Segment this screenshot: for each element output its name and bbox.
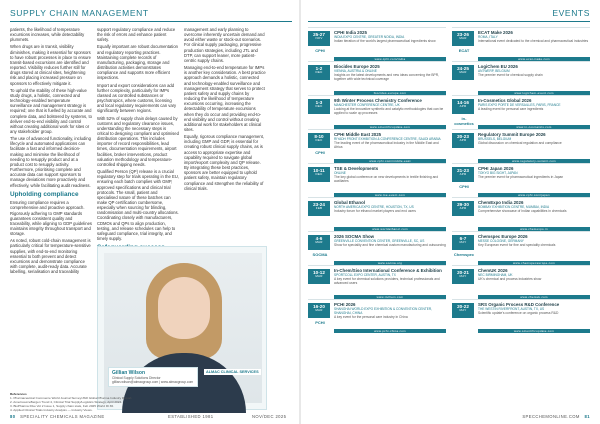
event-day: 4-6 bbox=[315, 236, 323, 241]
event-body bbox=[334, 302, 446, 319]
event-month: APR bbox=[459, 206, 467, 211]
event-month: APR bbox=[459, 104, 467, 109]
body-paragraph: With 52% of supply chain delays caused by customs and regulatory clearance issues, understanding the necessary steps is critical to designing compliant and optimised distribution operations. This includes importer of record responsibilities, lead times, documentation requirements, airport facilities, broker interventions, product valuation methodology and temperature-controlled shipping needs. bbox=[97, 115, 179, 167]
event-location: BRUSSELS, BELGIUM bbox=[478, 137, 512, 141]
event-day: 21-23 bbox=[457, 168, 469, 173]
event-body bbox=[334, 234, 446, 247]
event-date-badge bbox=[452, 167, 474, 182]
event-url[interactable]: www.cphi.com/middle-east bbox=[334, 159, 446, 163]
event-logo: CPHI bbox=[459, 184, 469, 189]
body-paragraph: To uphold the stability of these high-value study drugs, a holistic, connected and technology-enabled temperature surveillance and management strategy is required; one that is fuelled by accurate and complete data, and bolstered by systems, to deliver end-to-end visibility and control without creating additional work for sites or any stakeholder group. bbox=[10, 87, 92, 134]
reference-item: 4. Applied Clinical Trials Industry Analysis — Industry Views. bbox=[10, 408, 93, 412]
event-body bbox=[334, 132, 446, 149]
event-date-badge bbox=[308, 235, 330, 250]
event-description: The premier event for chemical supply chain bbox=[478, 73, 543, 77]
event-day: 23-24 bbox=[313, 202, 325, 207]
event-logo: in-cosmetics bbox=[454, 116, 474, 126]
event-month: MAR bbox=[459, 70, 467, 75]
event-body bbox=[478, 302, 590, 315]
event-name[interactable]: CPHI India 2025 bbox=[334, 30, 367, 35]
event-url[interactable]: www.pchi-china.com bbox=[334, 329, 446, 333]
event-name[interactable]: LogiChem EU 2026 bbox=[478, 64, 518, 69]
event-month: MAR bbox=[459, 36, 467, 41]
event-description: Insights on the latest developments and new ideas concerning the BPR, together with wide technical coverage bbox=[334, 73, 440, 81]
event-month: MAY bbox=[459, 308, 467, 313]
event-body bbox=[478, 30, 590, 43]
author-role: Clinical Supply Solutions Director bbox=[112, 376, 161, 380]
event-date-badge bbox=[308, 269, 330, 284]
header-rule bbox=[308, 21, 590, 22]
event-day: 24-25 bbox=[457, 66, 469, 71]
reference-item: 2. AmerisourceBergen Trend 4, Clinical Trial Supply/Logistics Strategy, April 2024. bbox=[10, 400, 123, 404]
event-location: NORTH AMERICA EXPO CENTRE, HOUSTON, TX, US bbox=[334, 205, 414, 209]
reference-item: 3. BioPharma Dive Vol 2 Issue 1, Supply chain stats, Feb 2025 World ID 36. bbox=[10, 404, 114, 408]
event-logo: Chemspec bbox=[453, 252, 475, 257]
subheading: Upholding compliance bbox=[10, 190, 79, 198]
event-body bbox=[478, 200, 590, 213]
event-day: 14-16 bbox=[457, 100, 469, 105]
event-month: APR bbox=[459, 172, 467, 177]
body-paragraph: As noted, robust cold-chain management is particularly critical for temperature-sensitive supplies, with end-to-end monitoring essential to both prevent and detect excursions and demonstrate compliance with complete, audit-ready data. Accurate labelling, serialisation and traceability bbox=[10, 238, 91, 275]
event-body bbox=[478, 98, 590, 111]
event-location: NEC BIRMINGHAM, UK bbox=[478, 273, 513, 277]
event-url[interactable]: www.socma.org bbox=[334, 261, 446, 265]
body-paragraph: Equally, rigorous compliance management, including GMP and GDP, is essential for creating robust clinical supply chains, as is access to appropriate expertise and capability required to navigate global import/export complexity and QP release. By integrating these best practices, sponsors are better equipped to uphold patient safety, maintain regulatory compliance and strengthen the reliability of clinical trials. bbox=[184, 134, 264, 191]
event-url[interactable]: biocides-europe.com bbox=[334, 91, 446, 95]
event-month: DEC bbox=[315, 138, 323, 143]
event-url[interactable]: www.ecat-make.com bbox=[478, 57, 590, 61]
event-location: THE WESTIN RIVERFRONT, AUSTIN, TX, US bbox=[478, 307, 545, 311]
event-month: APR bbox=[459, 138, 467, 143]
body-paragraph: Managing end-to-end temperature for IMPs is another key consideration. A best practice approach demands a holistic, connected and technology-enabled surveillance and management strategy that serves to protect patient safety and supply chains by reducing the likelihood of temperature excursions occurring, increasing the detectability of temperature excursions when they do occur and providing end-to-end visibility and control without creating additional work for stakeholders at clinical sites. bbox=[184, 65, 266, 132]
article-column-3 bbox=[184, 27, 266, 267]
event-item[interactable] bbox=[308, 231, 446, 265]
event-description: Scientific update's conference on organic process R&D bbox=[478, 311, 559, 315]
event-description: Comprehensive showcase of Indian capabilities in chemicals bbox=[478, 209, 567, 213]
event-item[interactable] bbox=[308, 265, 446, 299]
event-url[interactable]: www.regulatory-summit.com bbox=[478, 159, 590, 163]
section-title-events: EVENTS bbox=[552, 8, 590, 18]
event-location: MANCHESTER CONFERENCE CENTRE, UK bbox=[334, 103, 400, 107]
event-url[interactable]: www.cphi.com/india bbox=[334, 57, 446, 61]
event-body bbox=[334, 64, 446, 81]
event-month: DEC bbox=[315, 104, 323, 109]
event-location: RIYADH FRONT EXHIBITION & CONFERENCE CENTRE, SAUDI ARABIA bbox=[334, 137, 441, 141]
event-name[interactable]: ChemExpo India 2026 bbox=[478, 200, 524, 205]
right-page bbox=[300, 0, 600, 424]
event-description: International event dedicated to the chemical and pharmaceutical industries bbox=[478, 39, 589, 43]
event-url[interactable]: www.worldethanol.com bbox=[334, 227, 446, 231]
event-description: A key event for the personal care industry in China bbox=[334, 315, 408, 319]
event-location: PARIS EXPO PORTE DE VERSAILLES, PARIS, FRANCE bbox=[478, 103, 561, 107]
event-day: 6-7 bbox=[459, 236, 467, 241]
event-day: 10-11 bbox=[313, 168, 325, 173]
footer-website[interactable]: SPECCHEMONLINE.COM bbox=[522, 414, 580, 419]
event-day: 20-21 bbox=[457, 270, 469, 275]
references bbox=[10, 392, 210, 412]
event-date-badge bbox=[308, 99, 330, 114]
event-body bbox=[334, 166, 446, 183]
footer-issue: NOV/DEC 2025 bbox=[252, 414, 287, 419]
event-month: MAR bbox=[315, 240, 323, 245]
event-body bbox=[478, 234, 590, 247]
event-description: The leading event of the pharmaceutical industry in the Middle East and Africa bbox=[334, 141, 439, 149]
event-description: A key event for chemical solutions providers, technical professionals and advanced users bbox=[334, 277, 440, 285]
event-item[interactable] bbox=[452, 129, 590, 163]
event-logo: CPHI bbox=[315, 150, 325, 155]
article-column-1 bbox=[10, 27, 92, 387]
event-item[interactable] bbox=[308, 197, 446, 231]
event-logo: CPHI bbox=[315, 48, 325, 53]
event-description: The premier event for pharmaceutical ingredients in Japan bbox=[478, 175, 564, 179]
event-date-badge bbox=[452, 99, 474, 114]
event-item[interactable] bbox=[308, 299, 446, 333]
event-item[interactable] bbox=[452, 299, 590, 333]
event-item[interactable] bbox=[452, 197, 590, 231]
event-location: ONLINE bbox=[334, 171, 346, 175]
event-body bbox=[334, 268, 446, 285]
event-description: Global discussion on chemical regulation and compliance bbox=[478, 141, 562, 145]
event-location: VIENNA, AUSTRIA & ONLINE bbox=[334, 69, 377, 73]
event-location: BOMBAY EXHIBITION CENTRE, MUMBAI, INDIA bbox=[478, 205, 550, 209]
event-name[interactable]: CPHI Middle East 2025 bbox=[334, 132, 382, 137]
event-name[interactable]: 9th Winter Process Chemistry Conference bbox=[334, 98, 422, 103]
event-location: INDIA EXPO CENTRE, GREATER NOIDA, INDIA bbox=[334, 35, 405, 39]
body-paragraph: When drugs are in transit, visibility diminishes, making it essential for sponsors to have robust processes in place to ensure transit-based excursions are identified and reported. Visibility reduces further still for drugs stored at clinical sites, heightening risk and placing increased pressure on sponsors to effectively mitigate it. bbox=[10, 44, 92, 86]
event-logo: PCHI bbox=[315, 320, 325, 325]
events-column-1 bbox=[308, 27, 446, 333]
event-description: Looking at the innovative synthetic and catalytic methodologies that can be applied to scale up processes bbox=[334, 107, 444, 115]
references-title: References bbox=[10, 392, 27, 396]
event-url[interactable]: www.chemspeceurope.com bbox=[478, 261, 590, 265]
event-item[interactable] bbox=[452, 27, 590, 61]
author-contact[interactable]: gillian.wilson@almacgroup.com | www.almacgroup.com bbox=[112, 380, 194, 384]
event-day: 1-3 bbox=[315, 100, 323, 105]
footer-left bbox=[10, 414, 105, 419]
event-day: 20-22 bbox=[457, 304, 469, 309]
event-location: GREENVILLE CONVENTION CENTER, GREENVILLE, SC, US bbox=[334, 239, 425, 243]
event-body bbox=[478, 166, 590, 179]
event-item[interactable] bbox=[452, 163, 590, 197]
event-item[interactable] bbox=[308, 61, 446, 95]
event-month: NOV bbox=[315, 36, 323, 41]
event-name[interactable]: PCHI 2026 bbox=[334, 302, 356, 307]
event-url[interactable]: www.scientificupdate.com bbox=[478, 329, 590, 333]
event-month: MAR bbox=[315, 274, 323, 279]
event-name[interactable]: Biocides Europe 2025 bbox=[334, 64, 380, 69]
event-name[interactable]: Global Ethanol bbox=[334, 200, 365, 205]
event-date-badge bbox=[308, 201, 330, 216]
event-body bbox=[334, 200, 446, 213]
event-url[interactable]: www.tse-event.com bbox=[334, 193, 446, 197]
event-date-badge bbox=[308, 31, 330, 46]
body-paragraph: The use of advanced functionality, including lifecycle and automated applications can facilitate a fast and informed decision-making and minimise the likelihood of needing to resupply product and at a product cost to resupply activity. Furthermore, prioritising complete and accurate data can support sponsors to manage deviations more proactively and effectively, while facilitating audit readiness. bbox=[10, 136, 91, 188]
event-day: 10-12 bbox=[313, 270, 325, 275]
event-body bbox=[478, 268, 590, 281]
author-name: Gillian Wilson bbox=[112, 370, 146, 376]
event-name[interactable]: CPHI Japan 2026 bbox=[478, 166, 514, 171]
event-location: SPORTCOLL EXPO CENTER, AUSTIN, TX bbox=[334, 273, 396, 277]
events-column-2 bbox=[452, 27, 590, 333]
event-day: 29-30 bbox=[457, 202, 469, 207]
event-item[interactable] bbox=[452, 61, 590, 95]
header-rule bbox=[10, 21, 292, 22]
event-day: 20-23 bbox=[457, 134, 469, 139]
event-day: 1-2 bbox=[315, 66, 323, 71]
event-day: 25-27 bbox=[313, 32, 325, 37]
event-description: UK's chemical and process industries show bbox=[478, 277, 542, 281]
event-logo: ECAT bbox=[458, 48, 470, 53]
event-month: DEC bbox=[315, 172, 323, 177]
event-description: A leading event for personal care ingredients bbox=[478, 107, 544, 111]
event-body bbox=[478, 132, 590, 145]
event-date-badge bbox=[452, 201, 474, 216]
event-date-badge bbox=[308, 65, 330, 80]
event-name[interactable]: In-Chem/Siso International Conference & Exhibition bbox=[334, 268, 442, 273]
event-name[interactable]: In-Cosmetics Global 2026 bbox=[478, 98, 532, 103]
event-url[interactable]: www.in-cosmetics.com bbox=[478, 125, 590, 129]
author-box bbox=[97, 246, 267, 410]
reference-item: 1. Pharmaceutical Commerce World Journal Survey/JSR Global Pharma Industry Report. bbox=[10, 396, 133, 400]
event-item[interactable] bbox=[308, 163, 446, 197]
body-paragraph: Qualified Person (QP) release is a crucial regulatory step for trials operating in the EU, ensuring each batch complies with GMP, approved specifications and clinical trial protocols. The small, patient and specialised nature of these batches can make QP certification cumbersome, especially when sourcing for blinding, randomisation and multi-country allocations. Coordinating closely with manufacturers, CDMOs and QPs to align production, testing, and release schedules can help to safeguard compliance, trial integrity, and timely supply. bbox=[97, 169, 179, 242]
event-date-badge bbox=[452, 235, 474, 250]
event-item[interactable] bbox=[308, 129, 446, 163]
event-description: Show for speciality and fine chemical custom manufacturing and outsourcing bbox=[334, 243, 446, 247]
event-day: 16-20 bbox=[313, 304, 325, 309]
event-month: DEC bbox=[315, 70, 323, 75]
event-name[interactable]: Regulatory Summit Europe 2026 bbox=[478, 132, 546, 137]
body-paragraph: Import and export considerations can add further complexity, particularly for IMPs classed as controlled substances or psychotropics, where customs, licensing and local regulatory requirements can vary significantly between regions. bbox=[97, 82, 177, 114]
event-date-badge bbox=[452, 269, 474, 284]
event-day: 23-26 bbox=[457, 32, 469, 37]
event-location: SHANGHAI WORLD EXPO EXHIBITION & CONVENTION CENTER, SHANGHAI, CHINA bbox=[334, 307, 433, 315]
event-date-badge bbox=[452, 31, 474, 46]
author-company: ALMAC CLINICAL SERVICES bbox=[206, 370, 259, 374]
event-location: ROMA, ITALY bbox=[478, 35, 498, 39]
event-location: ANTWERP, BELGIUM bbox=[478, 69, 510, 73]
event-url[interactable]: www.chemexpo.in bbox=[478, 227, 590, 231]
event-body bbox=[478, 64, 590, 77]
body-paragraph: management and early planning to overcome inherently uncertain demand and avoid either waste or stock-out scenarios. For clinical supply packaging, progressive production strategies, including JTL and DTP, can support leaner, more patient-centric supply chains. bbox=[184, 27, 265, 63]
event-location: TOKYO BIG SIGHT, JAPAN bbox=[478, 171, 518, 175]
event-url[interactable]: www.logichem-event.com bbox=[478, 91, 590, 95]
magazine-name: SPECIALITY CHEMICALS MAGAZINE bbox=[20, 414, 105, 419]
event-logo: SOCMA bbox=[312, 252, 328, 257]
event-month: MAR bbox=[315, 308, 323, 313]
event-date-badge bbox=[452, 65, 474, 80]
event-item[interactable] bbox=[452, 231, 590, 265]
event-description: The key global conference on new developments in textile finishing and auxiliaries bbox=[334, 175, 439, 183]
event-url[interactable]: www.scientificupdate.com bbox=[334, 125, 446, 129]
body-paragraph: support regulatory compliance and reduce the risk of errors and enhance patient safety. bbox=[97, 27, 176, 43]
event-month: MAY bbox=[459, 240, 467, 245]
event-url[interactable]: www.chemuk.com bbox=[478, 295, 590, 299]
event-month: MAY bbox=[459, 274, 467, 279]
section-title: SUPPLY CHAIN MANAGEMENT bbox=[10, 8, 149, 18]
event-day: 8-10 bbox=[314, 134, 324, 139]
event-name[interactable]: SRS Organic Process R&D Conference bbox=[478, 302, 560, 307]
event-location: MESSE COLOGNE, GERMANY bbox=[478, 239, 524, 243]
event-date-badge bbox=[308, 133, 330, 148]
event-item[interactable] bbox=[452, 95, 590, 129]
event-name[interactable]: Chemspec Europe 2026 bbox=[478, 234, 528, 239]
event-description: Industry forum for ethanol market players and end users bbox=[334, 209, 416, 213]
event-url[interactable]: www.inchem.com bbox=[334, 295, 446, 299]
event-name[interactable]: 2026 SOCMA Show bbox=[334, 234, 375, 239]
event-date-badge bbox=[452, 303, 474, 318]
author-byline bbox=[108, 367, 198, 387]
event-month: FEB bbox=[315, 206, 323, 211]
event-body bbox=[334, 30, 446, 43]
event-description: Key European event for fine and speciality chemicals bbox=[478, 243, 556, 247]
event-description: Indian iteration of the world's largest pharmaceutical ingredients show bbox=[334, 39, 436, 43]
event-url[interactable]: www.cphi.com/japan bbox=[478, 193, 590, 197]
footer-established: ESTABLISHED 1981 bbox=[168, 414, 214, 419]
page-number: 81 bbox=[584, 414, 590, 419]
event-name[interactable]: ECAT Make 2026 bbox=[478, 30, 513, 35]
body-paragraph: Equally important are robust documentation and regulatory reporting practices. Maintaining complete records of manufacturing, packaging, storage and distribution activities demonstrates compliance and supports more efficient inspections. bbox=[97, 44, 179, 81]
body-paragraph: Ensuring compliance requires a comprehensive and proactive approach. Rigorously adhering to GMP standards guarantees consistent quality and traceability, while aligning to GDP guidelines maintains integrity throughout transport and storage. bbox=[10, 200, 93, 237]
body-paragraph: patients, the likelihood of temperature excursions increases, while detectability plummets. bbox=[10, 27, 85, 43]
event-date-badge bbox=[308, 167, 330, 182]
event-item[interactable] bbox=[308, 95, 446, 129]
article-column-2 bbox=[97, 27, 179, 267]
event-date-badge bbox=[452, 133, 474, 148]
event-date-badge bbox=[308, 303, 330, 318]
event-name[interactable]: TSE & Developments bbox=[334, 166, 379, 171]
page-number: 80 bbox=[10, 414, 16, 419]
event-name[interactable]: ChemUK 2026 bbox=[478, 268, 508, 273]
event-body bbox=[334, 98, 446, 115]
event-item[interactable] bbox=[452, 265, 590, 299]
event-item[interactable] bbox=[308, 27, 446, 61]
footer-right bbox=[522, 414, 590, 419]
